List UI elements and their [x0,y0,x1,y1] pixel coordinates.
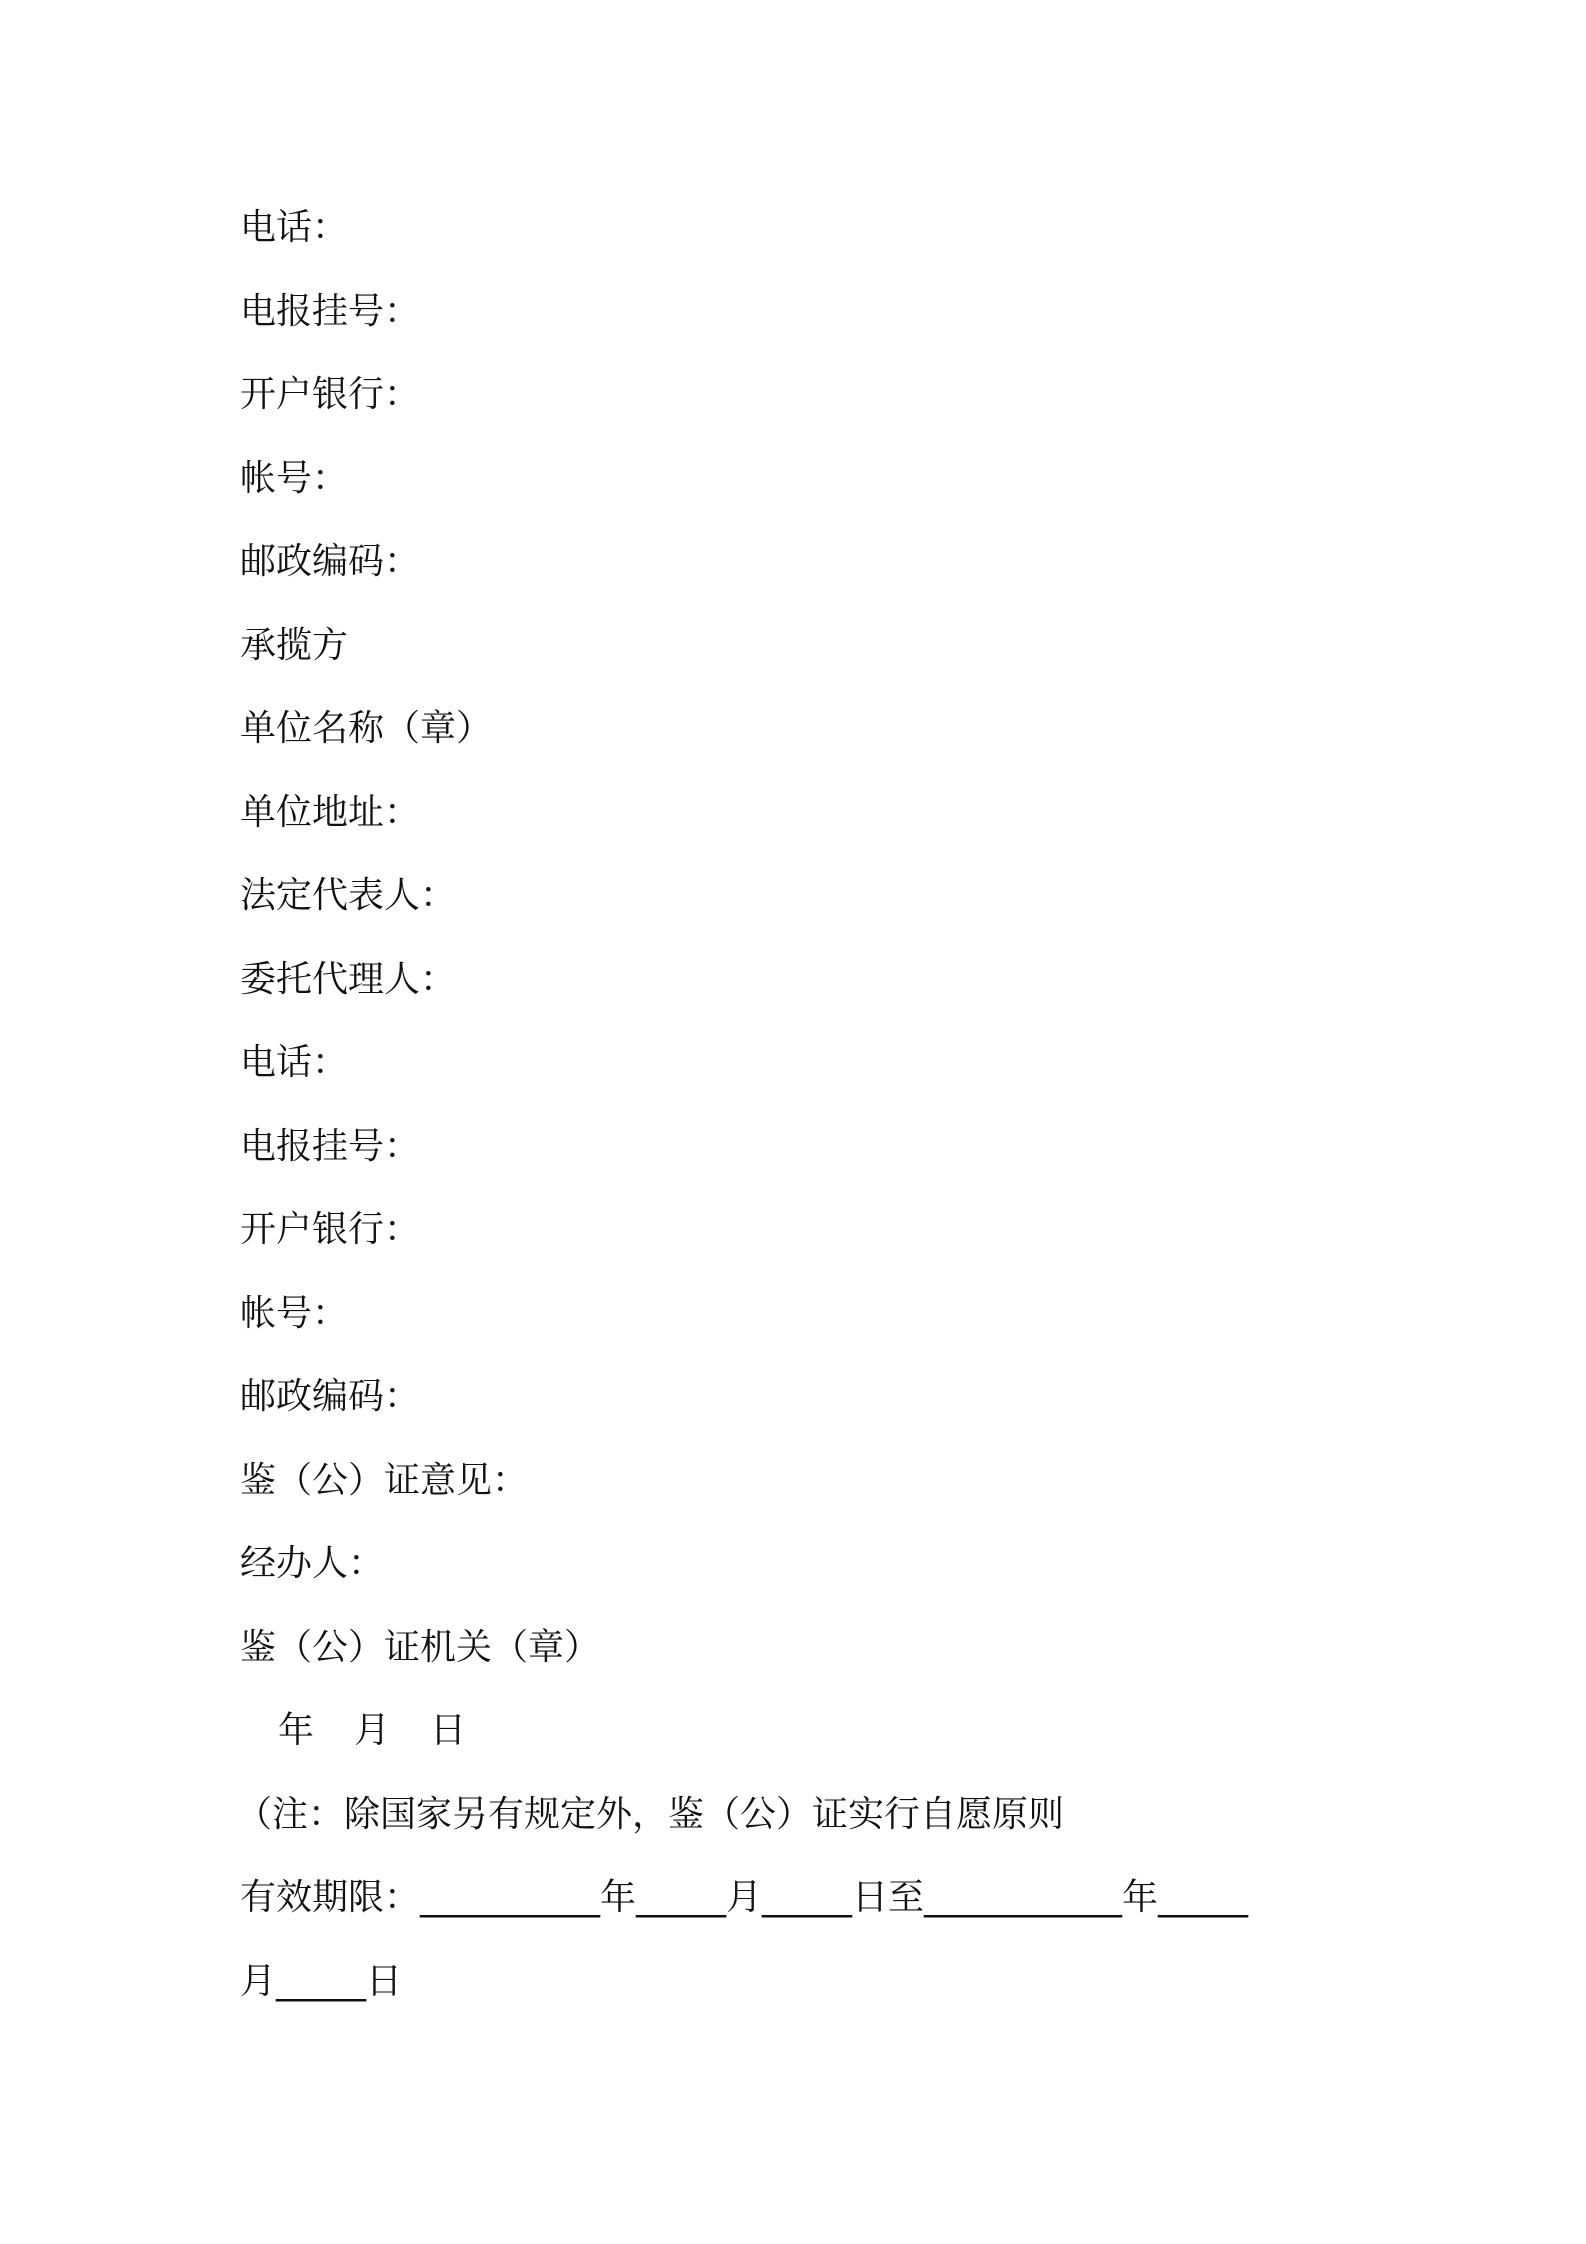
handler-label: 经办人： [240,1543,385,1584]
date-year: 年 [278,1710,315,1751]
note-text: （注：除国家另有规定外，鉴（公）证实行自愿原则 [236,1793,1065,1835]
date-line [240,1703,1390,1787]
authorized-agent-label: 委托代理人： [240,958,457,1000]
phone-label-1: 电话： [240,207,349,248]
notarization-opinion-label: 鉴（公）证意见： [240,1459,529,1501]
unit-name-label: 单位名称（章） [240,708,493,749]
date-month: 月 [354,1710,391,1751]
phone-label-2: 电话： [240,1042,349,1083]
telegraph-label-2: 电报挂号： [240,1125,421,1167]
document-page [236,200,1390,2037]
unit-address-label: 单位地址： [240,791,421,833]
validity-period-line-2: 月_____日 [240,1960,403,2002]
validity-period-line-1: 有效期限：__________年_____月_____日至___________年_____ [240,1877,1249,1918]
contractor-heading: 承揽方 [240,624,349,666]
postcode-label-1: 邮政编码： [240,541,421,582]
bank-label-2: 开户银行： [240,1209,421,1250]
date-day: 日 [430,1710,467,1751]
telegraph-label-1: 电报挂号： [240,290,421,332]
notarization-office-label: 鉴（公）证机关（章） [240,1626,601,1668]
postcode-label-2: 邮政编码： [240,1376,421,1417]
account-label-2: 帐号： [240,1292,349,1334]
account-label-1: 帐号： [240,457,349,499]
bank-label-1: 开户银行： [240,374,421,415]
legal-representative-label: 法定代表人： [240,875,457,916]
